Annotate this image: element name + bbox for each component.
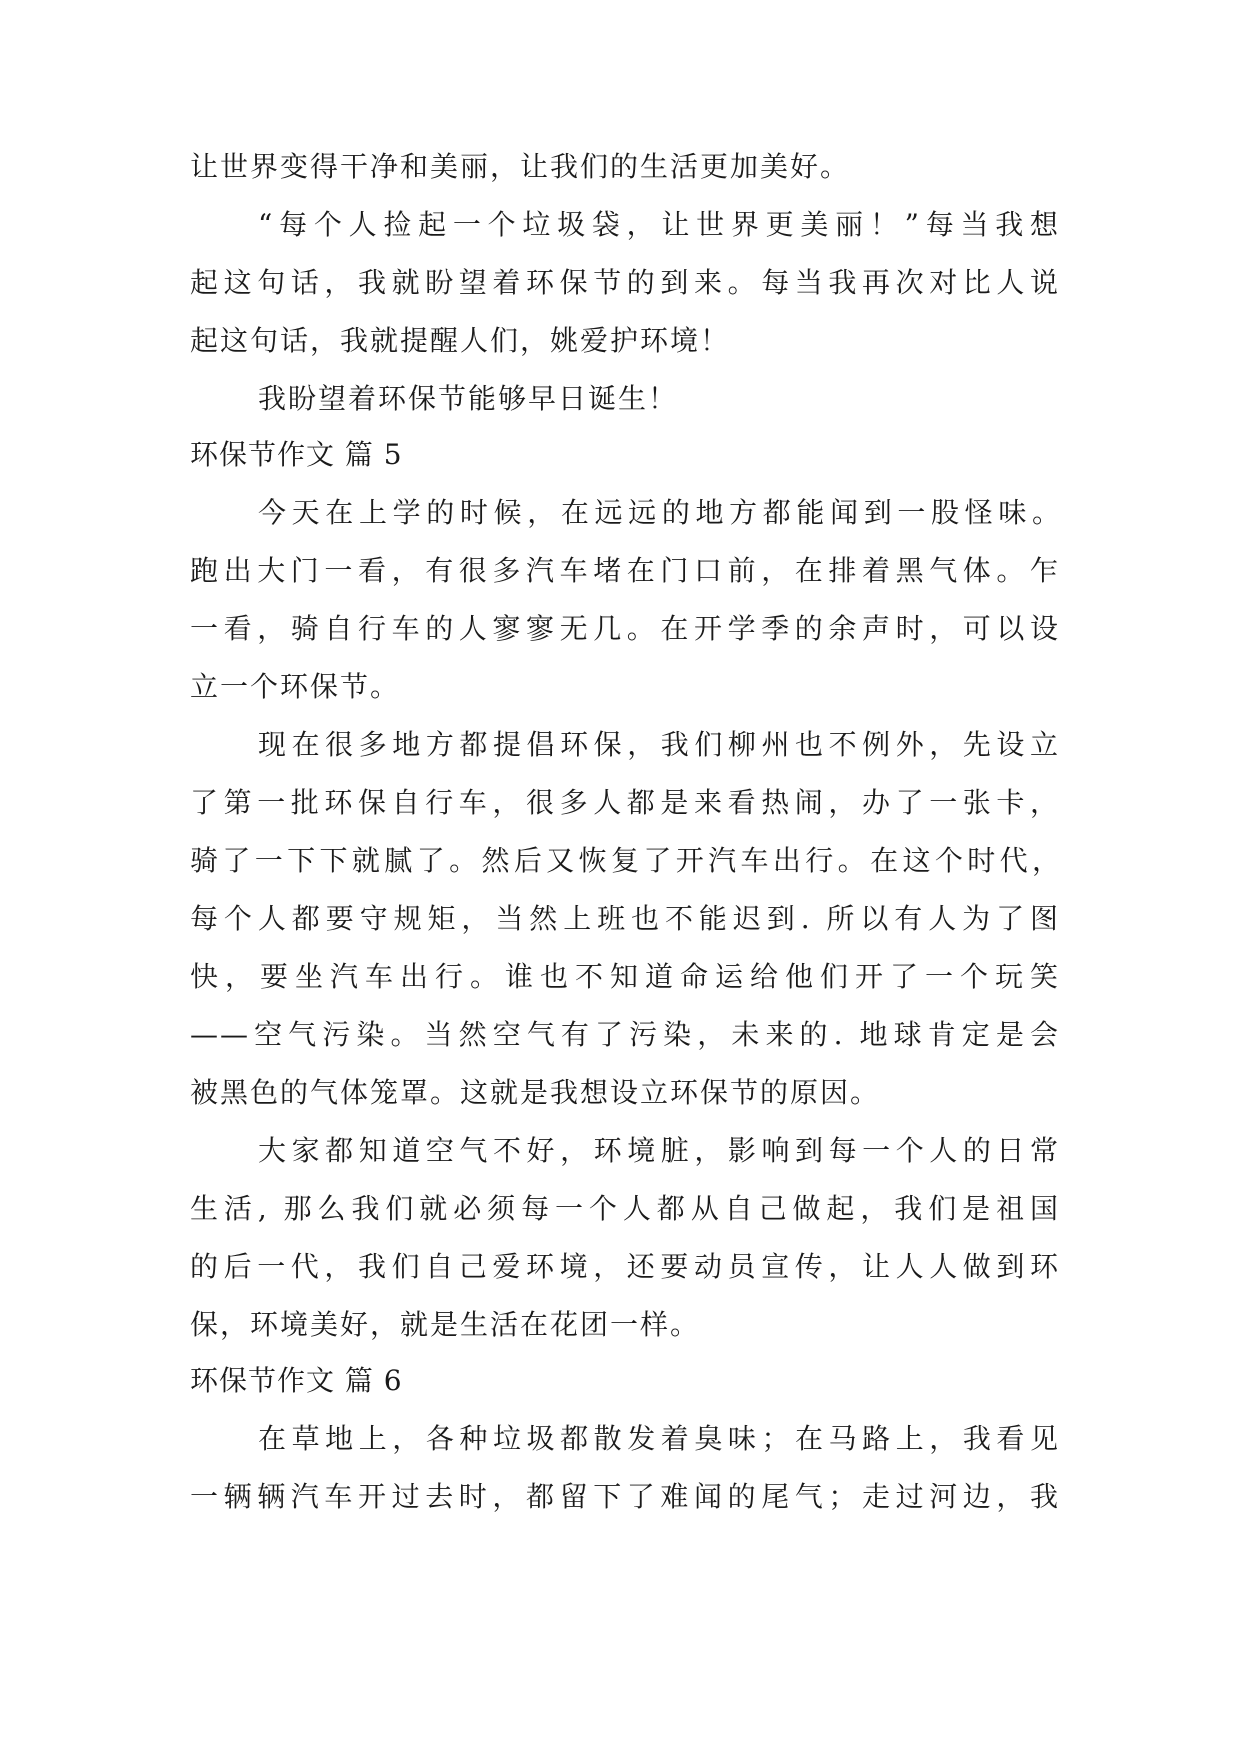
paragraph-line: 了第一批环保自行车，很多人都是来看热闹，办了一张卡， bbox=[190, 786, 1060, 819]
paragraph-line: 每个人都要守规矩，当然上班也不能迟到. 所以有人为了图 bbox=[190, 902, 1060, 935]
paragraph-line: “每个人捡起一个垃圾袋，让世界更美丽！”每当我想 bbox=[258, 208, 1060, 241]
paragraph-line: 保，环境美好，就是生活在花团一样。 bbox=[190, 1308, 701, 1341]
paragraph-line: 骑了一下下就腻了。然后又恢复了开汽车出行。在这个时代， bbox=[190, 844, 1060, 877]
section-heading: 环保节作文 篇 6 bbox=[190, 1364, 403, 1397]
paragraph-line: 起这句话，我就盼望着环保节的到来。每当我再次对比人说 bbox=[190, 266, 1060, 299]
paragraph-line: 大家都知道空气不好，环境脏，影响到每一个人的日常 bbox=[258, 1134, 1060, 1167]
paragraph-line: 快，要坐汽车出行。谁也不知道命运给他们开了一个玩笑 bbox=[190, 960, 1060, 993]
paragraph-line: ——空气污染。当然空气有了污染，未来的. 地球肯定是会 bbox=[190, 1018, 1060, 1051]
paragraph-line: 现在很多地方都提倡环保，我们柳州也不例外，先设立 bbox=[258, 728, 1060, 761]
paragraph-line: 立一个环保节。 bbox=[190, 670, 401, 703]
paragraph-line: 一看，骑自行车的人寥寥无几。在开学季的余声时，可以设 bbox=[190, 612, 1060, 645]
paragraph-line: 我盼望着环保节能够早日诞生！ bbox=[258, 382, 679, 415]
paragraph-line: 今天在上学的时候，在远远的地方都能闻到一股怪味。 bbox=[258, 496, 1060, 529]
paragraph-line: 一辆辆汽车开过去时，都留下了难闻的尾气；走过河边，我 bbox=[190, 1480, 1060, 1513]
paragraph-line: 让世界变得干净和美丽，让我们的生活更加美好。 bbox=[190, 150, 851, 183]
paragraph-line: 起这句话，我就提醒人们，姚爱护环境！ bbox=[190, 324, 731, 357]
section-heading: 环保节作文 篇 5 bbox=[190, 438, 403, 471]
paragraph-line: 生活, 那么我们就必须每一个人都从自己做起，我们是祖国 bbox=[190, 1192, 1060, 1225]
paragraph-line: 的后一代，我们自己爱环境，还要动员宣传，让人人做到环 bbox=[190, 1250, 1060, 1283]
paragraph-line: 被黑色的气体笼罩。这就是我想设立环保节的原因。 bbox=[190, 1076, 881, 1109]
paragraph-line: 在草地上，各种垃圾都散发着臭味；在马路上，我看见 bbox=[258, 1422, 1060, 1455]
paragraph-line: 跑出大门一看，有很多汽车堵在门口前，在排着黑气体。乍 bbox=[190, 554, 1060, 587]
